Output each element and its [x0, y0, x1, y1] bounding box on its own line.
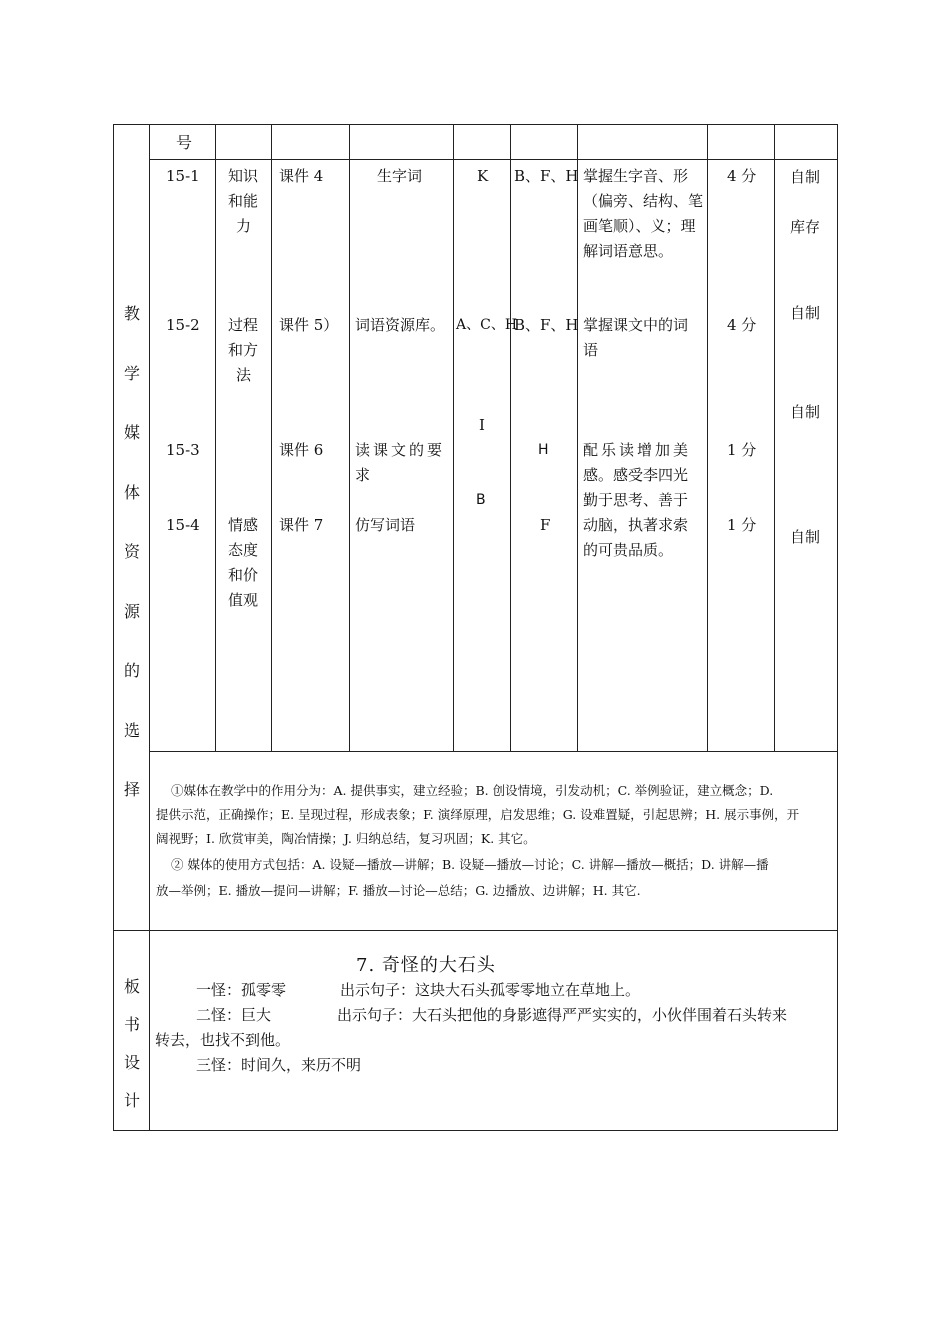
usage-cell: H — [538, 442, 549, 458]
purpose-cell: A、C、H — [456, 317, 518, 333]
content-cell: 仿写词语 — [355, 516, 416, 534]
source-cell: 自制 — [790, 403, 821, 421]
courseware-cell: 课件 6 — [279, 441, 324, 459]
side-char: 教 — [123, 304, 140, 323]
content-cell: 词语资源库。 — [355, 316, 446, 334]
note-line: 阔视野；I. 欣赏审美，陶冶情操；J. 归纳总结，复习巩固；K. 其它。 — [156, 831, 536, 846]
side-char: 体 — [123, 482, 140, 502]
board-line2-label: 二怪：巨大 — [196, 1006, 272, 1024]
goal-cell: 情感 态度 和价 值观 — [228, 516, 259, 609]
row-id: 15-2 — [166, 316, 200, 334]
note-line: 提供示范，正确操作；E. 呈现过程，形成表象；F. 演绎原理，启发思维；G. 设难置疑，引起思辨；H. 展示事例，开 — [156, 807, 800, 822]
note-line: 放—举例；E. 播放—提问—讲解；F. 播放—讨论—总结；G. 边播放、边讲解；H. 其它. — [156, 883, 641, 898]
side-char: 学 — [123, 363, 140, 383]
courseware-cell: 课件 7 — [279, 516, 324, 534]
side-char: 资 — [123, 542, 140, 561]
note-line: ①媒体在教学中的作用分为：A. 提供事实，建立经验；B. 创设情境，引发动机；C. 举例验证，建立概念；D. — [171, 783, 774, 798]
board-line3: 三怪：时间久，来历不明 — [196, 1056, 362, 1074]
effect-cell: 掌握课文中的词 语 — [583, 316, 689, 359]
usage-cell: B、F、H — [514, 167, 579, 185]
purpose-extra: I — [479, 416, 485, 434]
row-id: 15-3 — [166, 441, 200, 459]
courseware-cell: 课件 4 — [279, 167, 324, 185]
side-char: 设 — [123, 1053, 140, 1072]
side-char: 媒 — [123, 423, 140, 442]
time-cell: 1 分 — [727, 516, 757, 534]
effect-cell: 掌握生字音、形 （偏旁、结构、笔 画笔顺）、义；理 解词语意思。 — [583, 167, 704, 260]
side-char: 板 — [123, 977, 140, 996]
board-line2-cont: 转去，也找不到他。 — [155, 1031, 291, 1049]
side-char: 的 — [123, 661, 140, 680]
usage-cell: B、F、H — [514, 316, 579, 334]
source-cell: 自制 库存 — [790, 168, 821, 236]
media-section-side-label — [122, 284, 142, 820]
note-line: ② 媒体的使用方式包括：A. 设疑—播放—讲解；B. 设疑—播放—讨论；C. 讲解—播放—概括；D. 讲解—播 — [171, 857, 769, 872]
content-cell: 生字词 — [377, 167, 423, 185]
row-id: 15-4 — [166, 516, 200, 534]
board-line1-text: 出示句子：这块大石头孤零零地立在草地上。 — [340, 981, 641, 999]
row-id: 15-1 — [166, 167, 200, 185]
source-cell: 自制 — [790, 304, 821, 322]
usage-cell: F — [540, 516, 551, 534]
effect-cell: 配乐读增加美 感。感受李四光 勤于思考、善于 动脑，执著求索 的可贵品质。 — [583, 441, 692, 559]
side-char: 计 — [123, 1091, 140, 1110]
content-cell: 读课文的要 求 — [355, 441, 446, 484]
board-section-side-label — [122, 968, 142, 1120]
side-char: 择 — [123, 780, 140, 799]
side-char: 源 — [123, 601, 140, 621]
source-cell: 自制 — [790, 528, 821, 546]
purpose-extra: B — [476, 492, 486, 508]
header-fragment: 号 — [176, 133, 193, 152]
side-char: 选 — [123, 720, 140, 740]
goal-cell: 知识 和能 力 — [228, 167, 259, 235]
board-line2-text: 出示句子：大石头把他的身影遮得严严实实的，小伙伴围着石头转来 — [337, 1006, 788, 1024]
purpose-cell: K — [477, 167, 489, 185]
side-char: 书 — [123, 1015, 140, 1034]
time-cell: 4 分 — [727, 316, 757, 334]
board-line1-label: 一怪：孤零零 — [196, 981, 287, 999]
goal-cell: 过程 和方 法 — [228, 316, 259, 384]
board-title: 7. 奇怪的大石头 — [356, 955, 496, 976]
time-cell: 4 分 — [727, 167, 757, 185]
courseware-cell: 课件 5） — [279, 316, 339, 334]
time-cell: 1 分 — [727, 441, 757, 459]
